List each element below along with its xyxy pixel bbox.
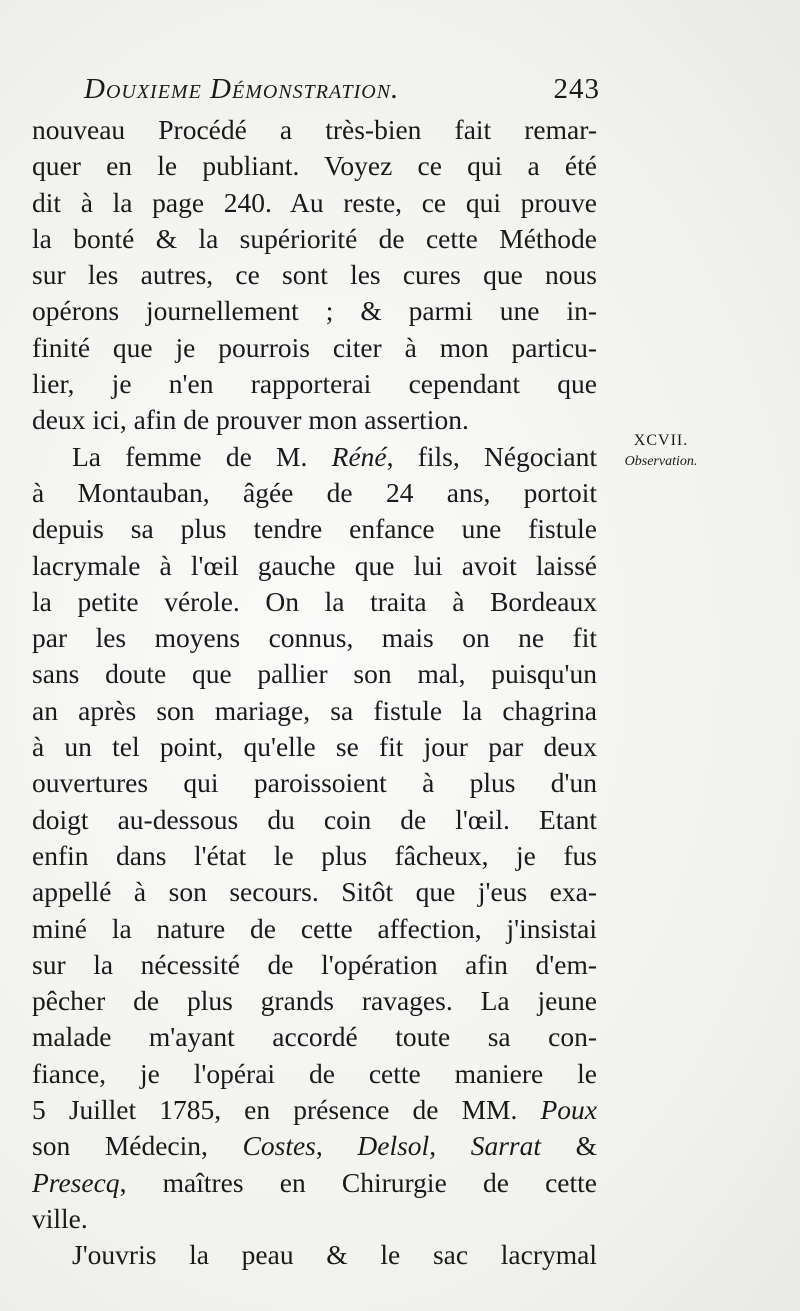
text-line: fiance, je l'opérai de cette maniere le <box>32 1057 597 1089</box>
text-line: lacrymale à l'œil gauche que lui avoit laissé <box>32 549 597 581</box>
text-line: J'ouvris la peau & le sac lacrymal <box>72 1239 597 1271</box>
text-line: ville. <box>32 1202 88 1234</box>
text-segment: , maîtres en Chirurgie de cette <box>119 1166 597 1198</box>
text-line: deux ici, afin de prouver mon assertion. <box>32 404 469 436</box>
text-line: doigt au-dessous du coin de l'œil. Etant <box>32 803 597 835</box>
text-segment: son Médecin, <box>32 1130 243 1162</box>
text-segment: & <box>540 1130 597 1162</box>
observation-label: Observation. <box>624 454 698 469</box>
text-line: à Montauban, âgée de 24 ans, portoit <box>32 476 597 508</box>
person-name: Sarrat <box>470 1130 541 1162</box>
running-title: Douxieme Démonstration. <box>84 73 400 105</box>
text-line: depuis sa plus tendre enfance une fistule <box>32 513 597 545</box>
person-name: Costes <box>242 1130 316 1162</box>
text-line: par les moyens connus, mais on ne fit <box>32 622 597 654</box>
text-line: ouvertures qui paroissoient à plus d'un <box>32 767 597 799</box>
page-number: 243 <box>553 73 600 105</box>
body-text <box>32 112 597 1274</box>
text-line: miné la nature de cette affection, j'insistai <box>32 912 597 944</box>
text-line: pêcher de plus grands ravages. La jeune <box>32 985 597 1017</box>
text-segment: , <box>429 1130 471 1162</box>
text-line: sur la nécessité de l'opération afin d'em- <box>32 948 597 980</box>
observation-number: XCVII. <box>633 432 689 449</box>
page-header <box>84 66 600 112</box>
text-line: dit à la page 240. Au reste, ce qui prouve <box>32 186 597 218</box>
text-line: finité que je pourrois citer à mon particu- <box>32 331 597 363</box>
text-line <box>32 1092 597 1128</box>
text-line: la bonté & la supériorité de cette Méthode <box>32 222 597 254</box>
text-line: quer en le publiant. Voyez ce qui a été <box>32 150 597 182</box>
text-segment: , <box>315 1130 358 1162</box>
text-line: à un tel point, qu'elle se fit jour par deux <box>32 731 597 763</box>
person-name: Réné <box>331 440 387 472</box>
text-segment: La femme de M. <box>72 440 332 472</box>
text-segment: 5 Juillet 1785, en présence de MM. <box>32 1094 541 1126</box>
text-segment: , fils, Négociant <box>386 440 597 472</box>
text-line: opérons journellement ; & parmi une in- <box>32 295 597 327</box>
text-line: nouveau Procédé a très-bien fait remar- <box>32 114 597 145</box>
text-line: malade m'ayant accordé toute sa con- <box>32 1021 597 1053</box>
text-line: sur les autres, ce sont les cures que nous <box>32 259 597 291</box>
text-line <box>32 439 597 475</box>
text-line: la petite vérole. On la traita à Bordeaux <box>32 585 597 617</box>
person-name: Delsol <box>357 1130 430 1162</box>
text-line: sans doute que pallier son mal, puisqu'un <box>32 658 597 690</box>
text-line: an après son mariage, sa fistule la chagrina <box>32 694 597 726</box>
margin-note <box>606 430 716 472</box>
text-line: enfin dans l'état le plus fâcheux, je fus <box>32 839 597 871</box>
text-line: appellé à son secours. Sitôt que j'eus exa- <box>32 876 597 908</box>
person-name: Presecq <box>32 1166 120 1198</box>
text-line <box>32 1165 597 1201</box>
text-line: lier, je n'en rapporterai cependant que <box>32 368 597 400</box>
person-name: Poux <box>540 1094 597 1126</box>
text-line <box>32 1128 597 1164</box>
